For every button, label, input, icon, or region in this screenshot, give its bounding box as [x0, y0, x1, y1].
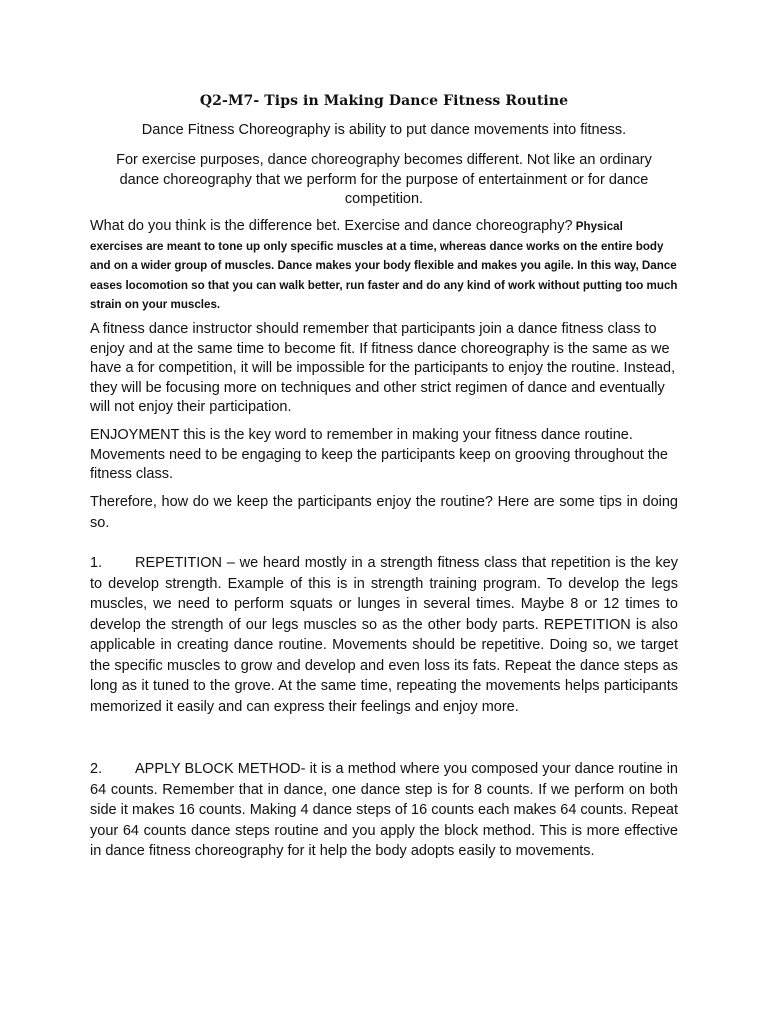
tip-item-repetition — [90, 553, 678, 717]
difference-paragraph — [90, 217, 678, 315]
tip-text: APPLY BLOCK METHOD- it is a method where you composed your dance routine in 64 counts. Remember that in dance, one dance step is for 8 counts. If we perform on both side it makes 16 counts. Making 4 dance steps of 16 counts each makes 64 counts. Repeat your 64 counts dance steps routine and you apply the block method. This is more effective in dance fitness choreography for it help the body adopts easily to movements. — [90, 761, 678, 859]
difference-answer: Physical exercises are meant to tone up only specific muscles at a time, whereas dance works on the entire body and on a wider group of muscles. Dance makes your body flexible and makes you agile. In this way, Dance eases locomotion so that you can walk better, run faster and do any kind of work without putting too much strain on your muscles. — [90, 220, 678, 311]
tip-number: 1. — [90, 555, 103, 571]
tip-item-block-method — [90, 759, 678, 862]
tip-number: 2. — [90, 761, 103, 777]
tip-text: REPETITION – we heard mostly in a strength fitness class that repetition is the key to develop strength. Example of this is in strength training program. To develop the legs muscles, we need to perform squats or lunges in several times. Maybe 8 or 12 times to develop the strength of our legs muscles so as the other body parts. REPETITION is also applicable in creating dance routine. Movements should be repetitive. Doing so, we target the specific muscles to grow and develop and even loss its fats. Repeat the dance steps as long as it tuned to the grove. At the same time, repeating the movements helps participants memorized it easily and can express their feelings and enjoy more. — [90, 555, 678, 715]
tips-intro-paragraph: Therefore, how do we keep the participants enjoy the routine? Here are some tips in doing so. — [90, 494, 678, 531]
exercise-purpose-paragraph: For exercise purposes, dance choreography becomes different. Not like an ordinary dance choreography that we perform for the purpose of entertainment or for dance competition. — [116, 152, 652, 207]
instructor-paragraph: A fitness dance instructor should remember that participants join a dance fitness class to enjoy and at the same time to become fit. If fitness dance choreography is the same as we have a for competition, it will be impossible for the participants to enjoy the routine. Instead, they will be focusing more on techniques and other strict regimen of dance and eventually will not enjoy their participation. — [90, 321, 676, 415]
difference-question: What do you think is the difference bet. Exercise and dance choreography? — [90, 218, 573, 234]
definition-paragraph: Dance Fitness Choreography is ability to put dance movements into fitness. — [141, 122, 627, 138]
enjoyment-paragraph: ENJOYMENT this is the key word to remember in making your fitness dance routine. Movements need to be engaging to keep the participants keep on grooving throughout the fitness class. — [90, 427, 668, 482]
page-title: Q2-M7- Tips in Making Dance Fitness Routine — [199, 93, 569, 109]
